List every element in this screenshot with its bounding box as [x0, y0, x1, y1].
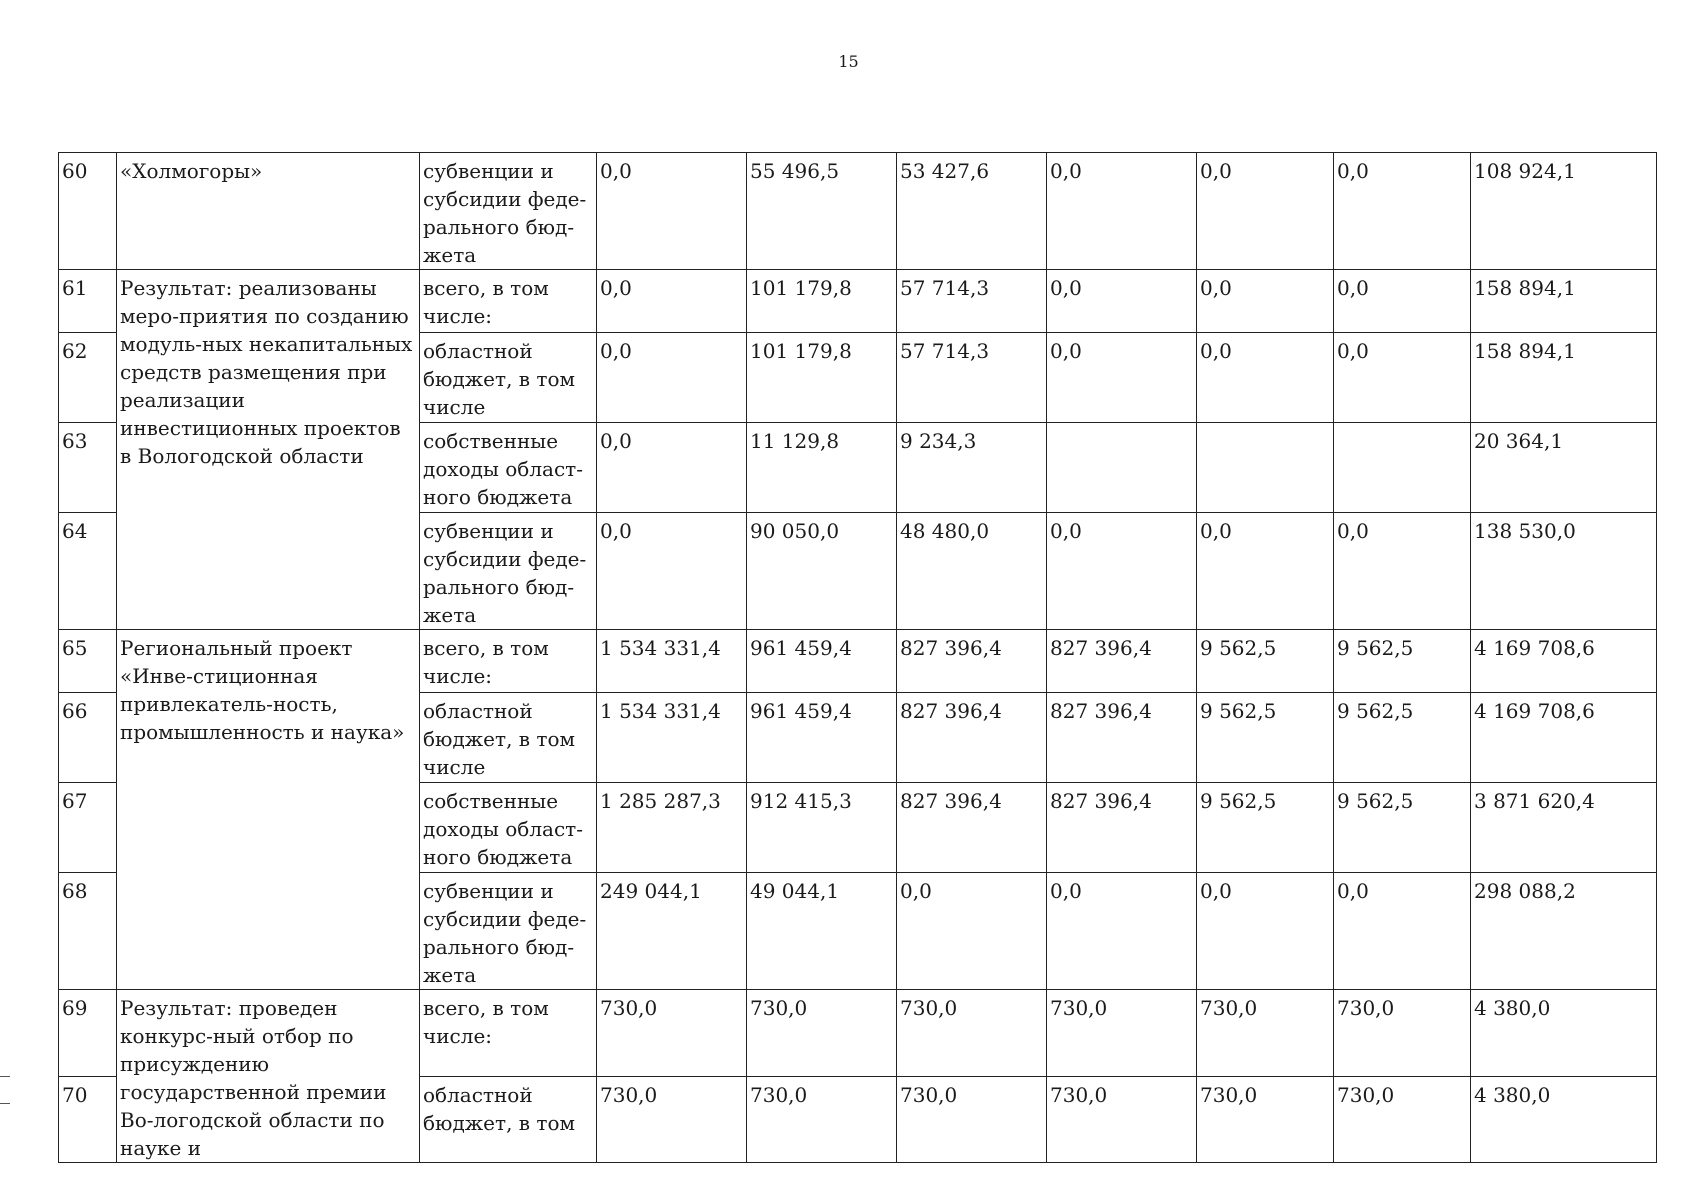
- value-cell: 53 427,6: [897, 153, 1047, 270]
- value-cell: 0,0: [597, 153, 747, 270]
- value-cell: 90 050,0: [747, 513, 897, 630]
- value-cell: 0,0: [1334, 153, 1471, 270]
- value-cell: 9 562,5: [1197, 783, 1334, 873]
- row-number: 67: [59, 783, 117, 873]
- value-cell: 730,0: [1334, 1076, 1471, 1163]
- value-cell: 0,0: [597, 270, 747, 333]
- value-cell: [1047, 423, 1197, 513]
- value-cell: 827 396,4: [897, 693, 1047, 783]
- value-cell: 9 562,5: [1197, 693, 1334, 783]
- value-cell: 9 234,3: [897, 423, 1047, 513]
- funding-source: субвенции и субсидии феде-рального бюд-жета: [420, 513, 597, 630]
- value-cell: 912 415,3: [747, 783, 897, 873]
- value-cell: 0,0: [1197, 270, 1334, 333]
- value-cell: 0,0: [597, 513, 747, 630]
- value-cell: 48 480,0: [897, 513, 1047, 630]
- value-cell: 827 396,4: [897, 630, 1047, 693]
- value-cell: 9 562,5: [1197, 630, 1334, 693]
- total-cell: 158 894,1: [1471, 270, 1657, 333]
- value-cell: 730,0: [747, 990, 897, 1077]
- row-number: 68: [59, 873, 117, 990]
- value-cell: 57 714,3: [897, 333, 1047, 423]
- value-cell: 827 396,4: [897, 783, 1047, 873]
- value-cell: 0,0: [597, 423, 747, 513]
- value-cell: 0,0: [597, 333, 747, 423]
- funding-source: всего, в том числе:: [420, 630, 597, 693]
- value-cell: 961 459,4: [747, 630, 897, 693]
- value-cell: 9 562,5: [1334, 693, 1471, 783]
- row-number: 65: [59, 630, 117, 693]
- total-cell: 4 169 708,6: [1471, 630, 1657, 693]
- row-number: 70: [59, 1076, 117, 1163]
- total-cell: 4 169 708,6: [1471, 693, 1657, 783]
- budget-table: [58, 152, 1657, 1163]
- value-cell: 249 044,1: [597, 873, 747, 990]
- row-number: 61: [59, 270, 117, 333]
- funding-source: субвенции и субсидии феде-рального бюд-жета: [420, 153, 597, 270]
- value-cell: [1334, 423, 1471, 513]
- value-cell: 0,0: [1047, 513, 1197, 630]
- table-row: [59, 990, 1657, 1077]
- row-number: 62: [59, 333, 117, 423]
- funding-source: областной бюджет, в том числе: [420, 333, 597, 423]
- funding-source: собственные доходы област-ного бюджета: [420, 783, 597, 873]
- value-cell: 730,0: [1197, 990, 1334, 1077]
- value-cell: 101 179,8: [747, 333, 897, 423]
- item-name: Результат: проведен конкурс-ный отбор по присуждению государственной премии Во-логодской области по науке и: [117, 990, 420, 1163]
- table-row: [59, 270, 1657, 333]
- item-name: «Холмогоры»: [117, 153, 420, 270]
- value-cell: 0,0: [1197, 333, 1334, 423]
- value-cell: 730,0: [1197, 1076, 1334, 1163]
- funding-source: всего, в том числе:: [420, 990, 597, 1077]
- row-number: 60: [59, 153, 117, 270]
- row-number: 66: [59, 693, 117, 783]
- value-cell: 0,0: [1197, 873, 1334, 990]
- value-cell: 827 396,4: [1047, 630, 1197, 693]
- total-cell: 3 871 620,4: [1471, 783, 1657, 873]
- value-cell: 0,0: [1197, 153, 1334, 270]
- page-number: 15: [838, 52, 859, 71]
- total-cell: 108 924,1: [1471, 153, 1657, 270]
- value-cell: 0,0: [1047, 153, 1197, 270]
- value-cell: 827 396,4: [1047, 783, 1197, 873]
- value-cell: 730,0: [597, 990, 747, 1077]
- value-cell: 0,0: [1334, 513, 1471, 630]
- total-cell: 4 380,0: [1471, 990, 1657, 1077]
- funding-source: субвенции и субсидии феде-рального бюд-жета: [420, 873, 597, 990]
- row-number: 69: [59, 990, 117, 1077]
- table-row: [59, 630, 1657, 693]
- value-cell: 11 129,8: [747, 423, 897, 513]
- value-cell: 9 562,5: [1334, 630, 1471, 693]
- value-cell: 0,0: [1047, 873, 1197, 990]
- funding-source: областной бюджет, в том: [420, 1076, 597, 1163]
- funding-source: собственные доходы област-ного бюджета: [420, 423, 597, 513]
- value-cell: 9 562,5: [1334, 783, 1471, 873]
- value-cell: 0,0: [1334, 873, 1471, 990]
- value-cell: 730,0: [1047, 1076, 1197, 1163]
- value-cell: 1 285 287,3: [597, 783, 747, 873]
- value-cell: 0,0: [1334, 333, 1471, 423]
- total-cell: 158 894,1: [1471, 333, 1657, 423]
- value-cell: 730,0: [597, 1076, 747, 1163]
- value-cell: 55 496,5: [747, 153, 897, 270]
- funding-source: всего, в том числе:: [420, 270, 597, 333]
- value-cell: 730,0: [897, 990, 1047, 1077]
- value-cell: 730,0: [1334, 990, 1471, 1077]
- value-cell: 57 714,3: [897, 270, 1047, 333]
- value-cell: 0,0: [1047, 270, 1197, 333]
- total-cell: 4 380,0: [1471, 1076, 1657, 1163]
- value-cell: 0,0: [1047, 333, 1197, 423]
- value-cell: 961 459,4: [747, 693, 897, 783]
- value-cell: [1197, 423, 1334, 513]
- value-cell: 730,0: [1047, 990, 1197, 1077]
- item-name: Результат: реализованы меро-приятия по созданию модуль-ных некапитальных средств размещения при реализации инвестиционных проектов в Вологодской области: [117, 270, 420, 630]
- value-cell: 49 044,1: [747, 873, 897, 990]
- table-row: [59, 153, 1657, 270]
- value-cell: 101 179,8: [747, 270, 897, 333]
- margin-marks: [0, 1076, 10, 1116]
- value-cell: 1 534 331,4: [597, 693, 747, 783]
- value-cell: 827 396,4: [1047, 693, 1197, 783]
- item-name: Региональный проект «Инве-стиционная привлекатель-ность, промышленность и наука»: [117, 630, 420, 990]
- value-cell: 1 534 331,4: [597, 630, 747, 693]
- funding-source: областной бюджет, в том числе: [420, 693, 597, 783]
- total-cell: 298 088,2: [1471, 873, 1657, 990]
- total-cell: 20 364,1: [1471, 423, 1657, 513]
- row-number: 63: [59, 423, 117, 513]
- row-number: 64: [59, 513, 117, 630]
- value-cell: 0,0: [1334, 270, 1471, 333]
- value-cell: 730,0: [897, 1076, 1047, 1163]
- total-cell: 138 530,0: [1471, 513, 1657, 630]
- value-cell: 0,0: [897, 873, 1047, 990]
- value-cell: 730,0: [747, 1076, 897, 1163]
- value-cell: 0,0: [1197, 513, 1334, 630]
